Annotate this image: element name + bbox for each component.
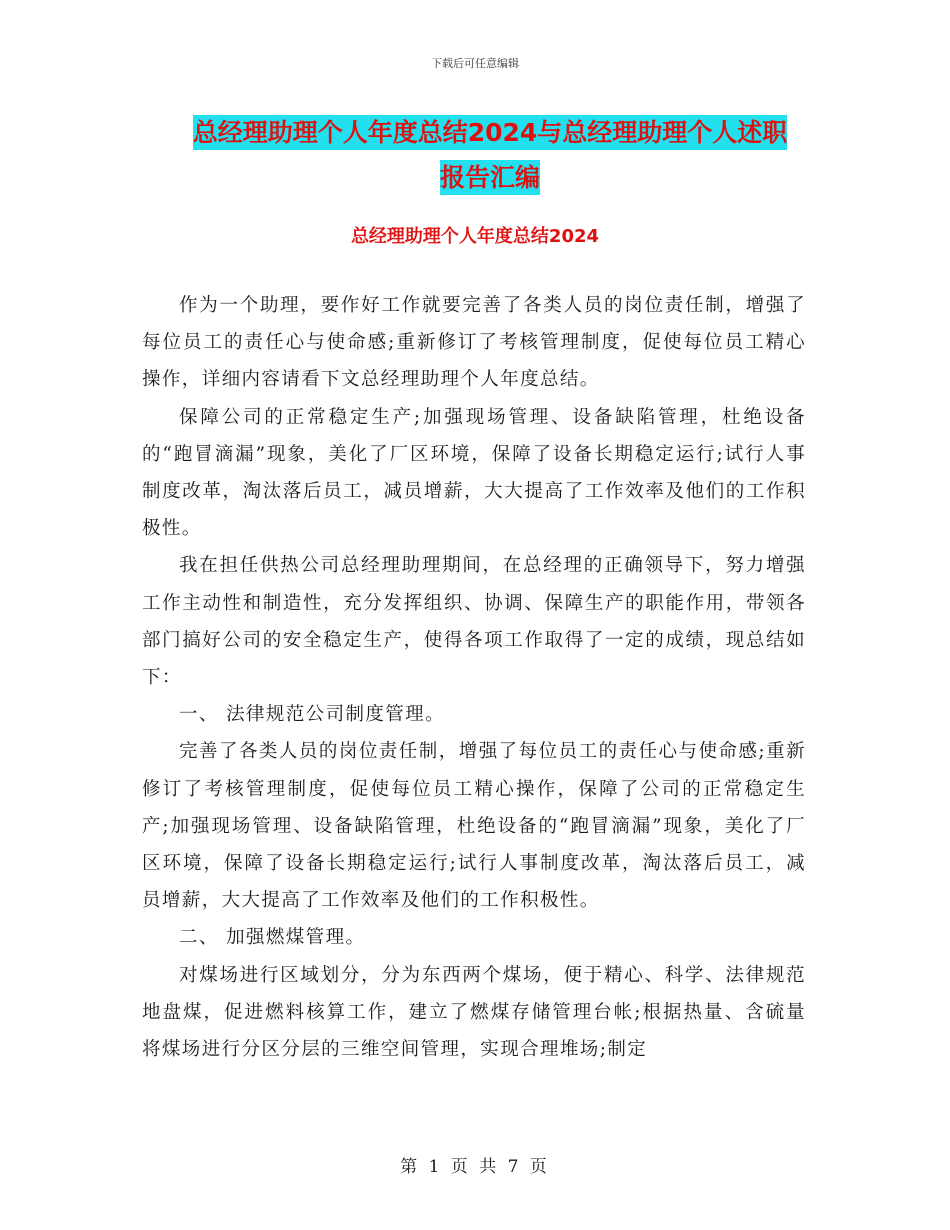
document-title [140, 110, 840, 200]
paragraph: 作为一个助理，要作好工作就要完善了各类人员的岗位责任制，增强了每位员工的责任心与使命感;重新修订了考核管理制度，促使每位员工精心操作，详细内容请看下文总经理助理个人年度总结。 [142, 295, 806, 391]
document-body [142, 287, 806, 1068]
document-title-line-2: 报告汇编 [440, 160, 540, 195]
document-title-line-1: 总经理助理个人年度总结2024与总经理助理个人述职 [193, 115, 788, 150]
header-note: 下载后可任意编辑 [431, 57, 519, 70]
section-heading: 二、 加强燃煤管理。 [179, 927, 366, 949]
paragraph: 保障公司的正常稳定生产;加强现场管理、设备缺陷管理，杜绝设备的“跑冒滴漏”现象，美化了厂区环境，保障了设备长期稳定运行;试行人事制度改革，淘汰落后员工，减员增薪，大大提高了工作效率及他们的工作积极性。 [142, 406, 806, 540]
paragraph: 我在担任供热公司总经理助理期间，在总经理的正确领导下，努力增强工作主动性和制造性，充分发挥组织、协调、保障生产的职能作用，带领各部门搞好公司的安全稳定生产，使得各项工作取得了一定的成绩，现总结如下： [142, 555, 806, 689]
section-heading: 一、 法律规范公司制度管理。 [179, 704, 445, 726]
page-number: 第 1 页 共 7 页 [400, 1157, 550, 1177]
paragraph: 完善了各类人员的岗位责任制，增强了每位员工的责任心与使命感;重新修订了考核管理制度，促使每位员工精心操作，保障了公司的正常稳定生产;加强现场管理、设备缺陷管理，杜绝设备的“跑冒滴漏”现象，美化了厂区环境，保障了设备长期稳定运行;试行人事制度改革，淘汰落后员工，减员增薪，大大提高了工作效率及他们的工作积极性。 [142, 741, 806, 912]
section-title: 总经理助理个人年度总结2024 [350, 226, 600, 247]
paragraph: 对煤场进行区域划分，分为东西两个煤场，便于精心、科学、法律规范地盘煤，促进燃料核算工作，建立了燃煤存储管理台帐;根据热量、含硫量将煤场进行分区分层的三维空间管理，实现合理堆场;制定 [142, 964, 806, 1061]
